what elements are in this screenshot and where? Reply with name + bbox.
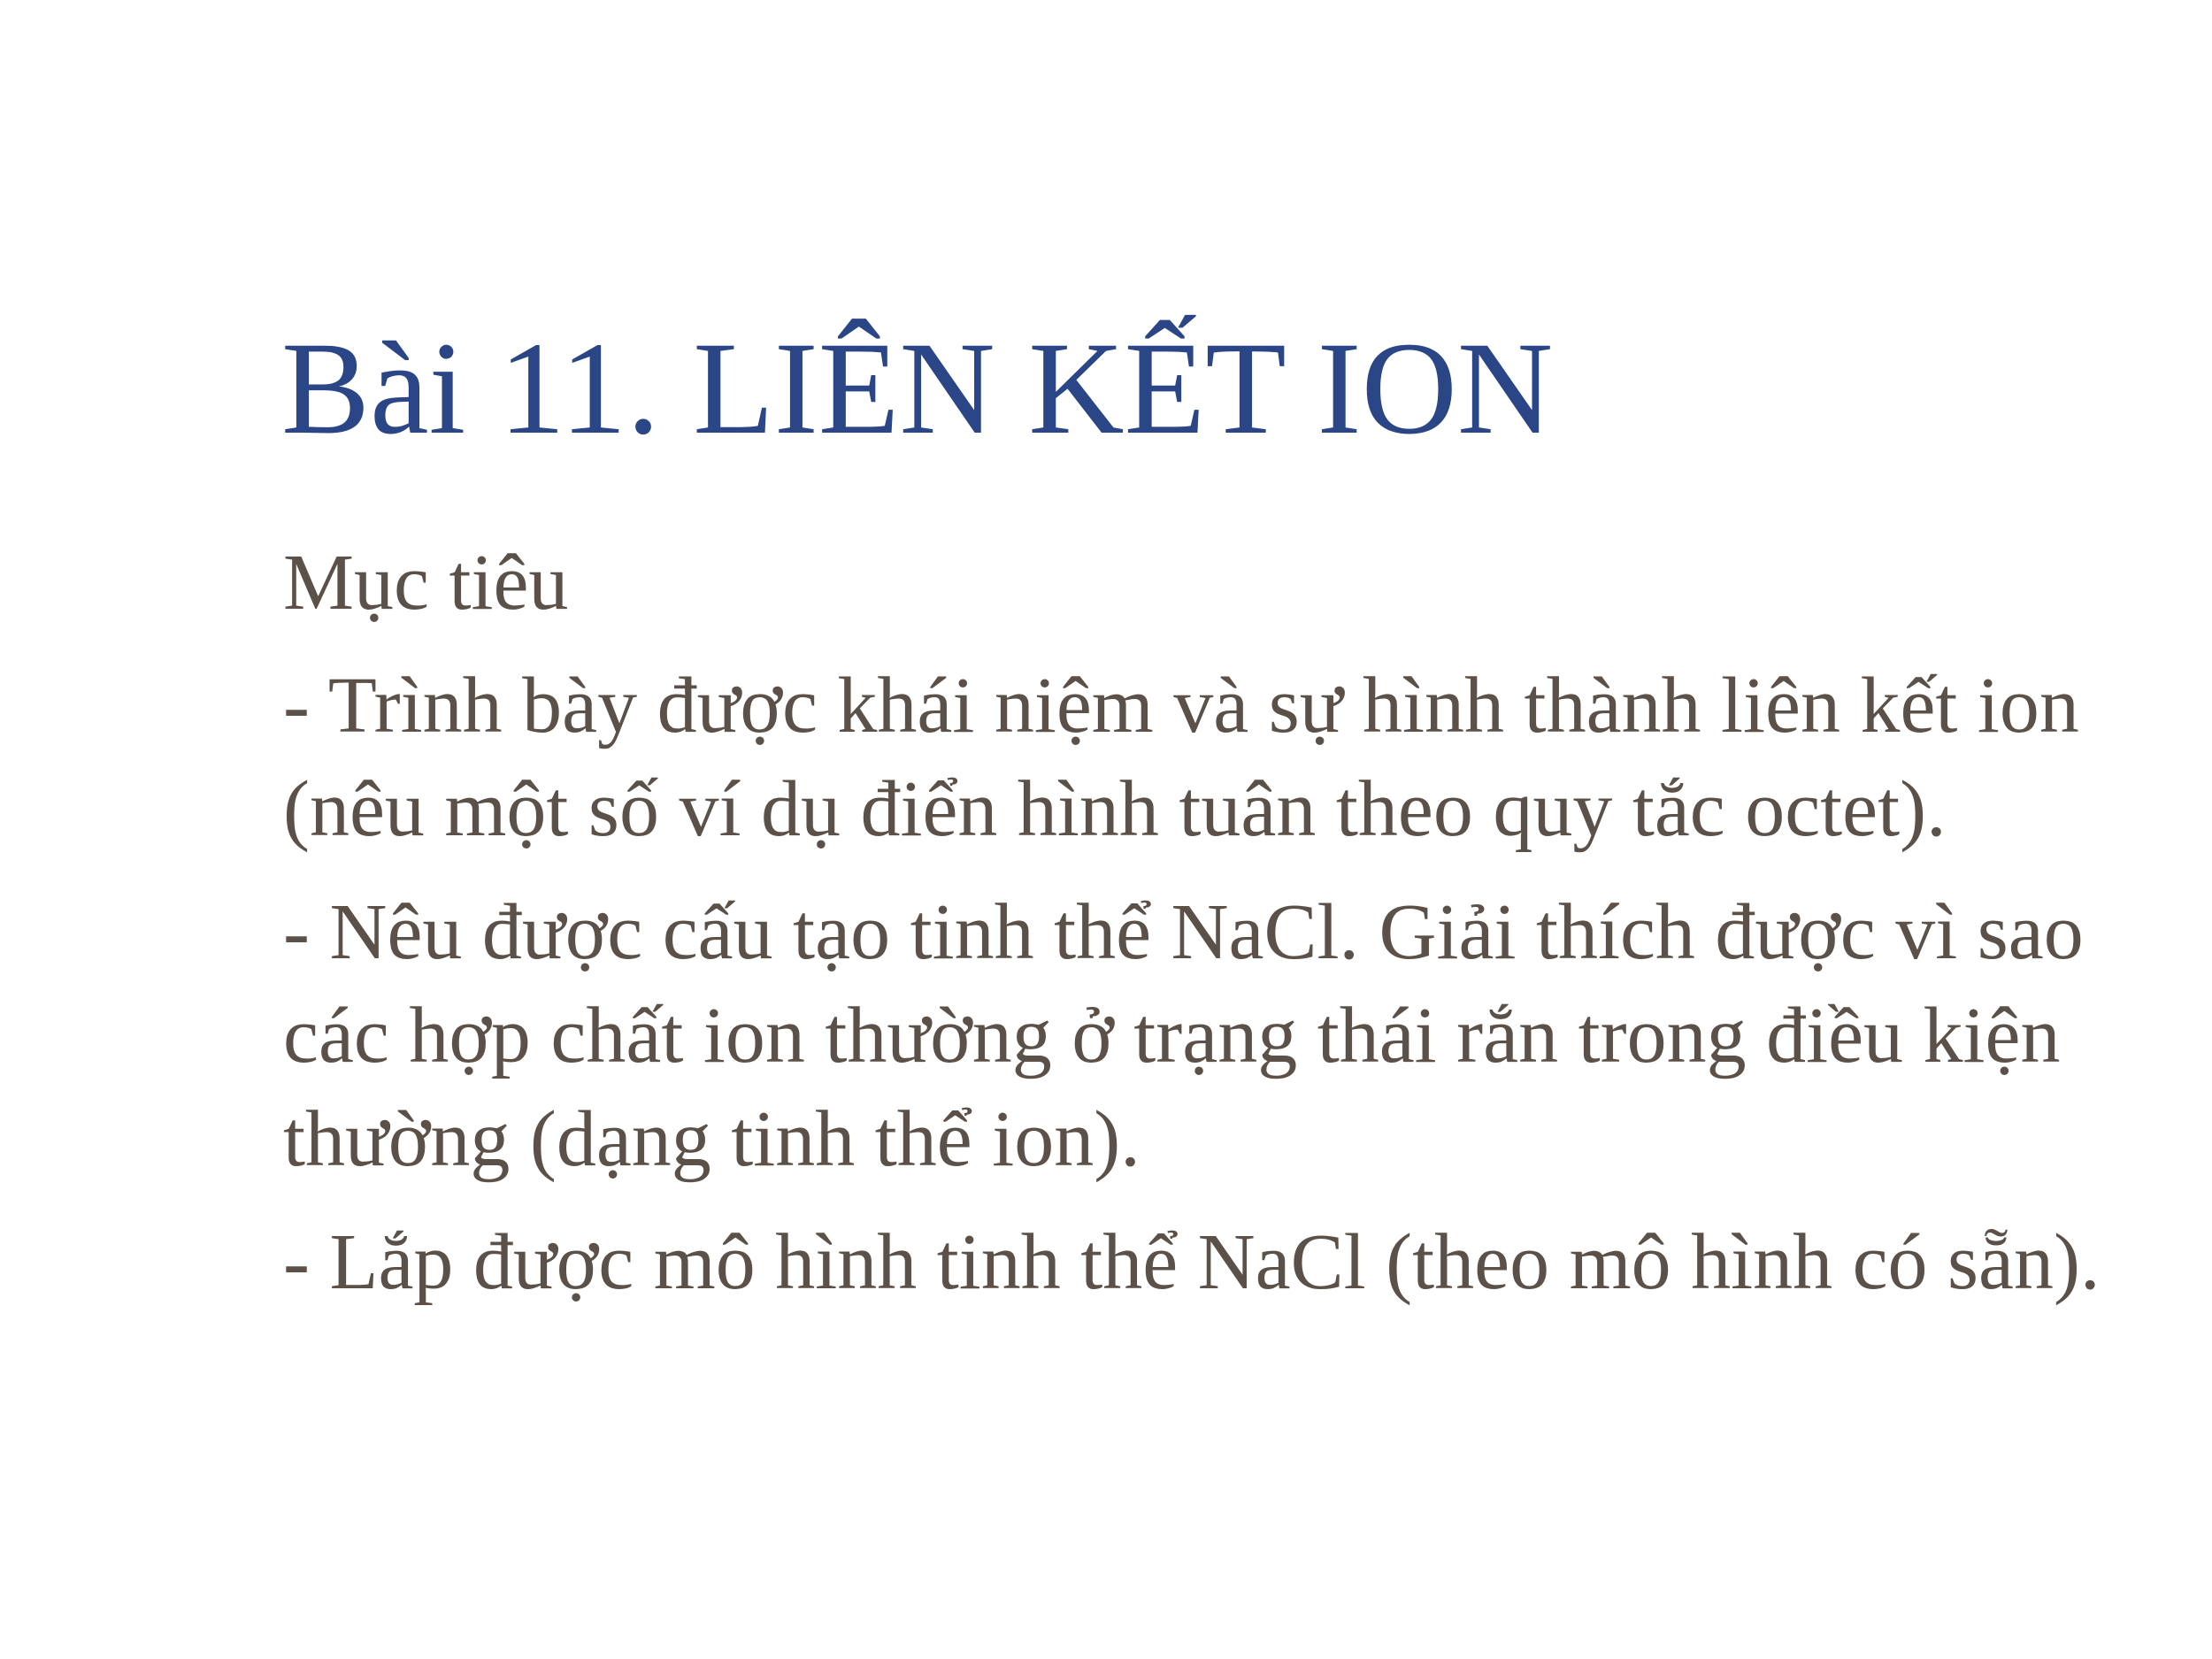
objective-item: - Trình bày được khái niệm và sự hình thành liên kết ion (nêu một số ví dụ điển hình tuân theo quy tắc octet).: [283, 662, 2079, 853]
slide-title: Bài 11. LIÊN KẾT ION: [281, 315, 1554, 462]
objective-item: - Lắp được mô hình tinh thể NaCl (theo mô hình có sẵn).: [283, 1218, 2101, 1306]
slide-body: [283, 531, 2159, 1314]
objectives-heading: Mục tiêu: [283, 539, 569, 626]
objective-item: - Nêu được cấu tạo tinh thể NaCl. Giải thích được vì sao các hợp chất ion thường ở trạng thái rắn trong điều kiện thường (dạng tinh thể ion).: [283, 888, 2084, 1183]
